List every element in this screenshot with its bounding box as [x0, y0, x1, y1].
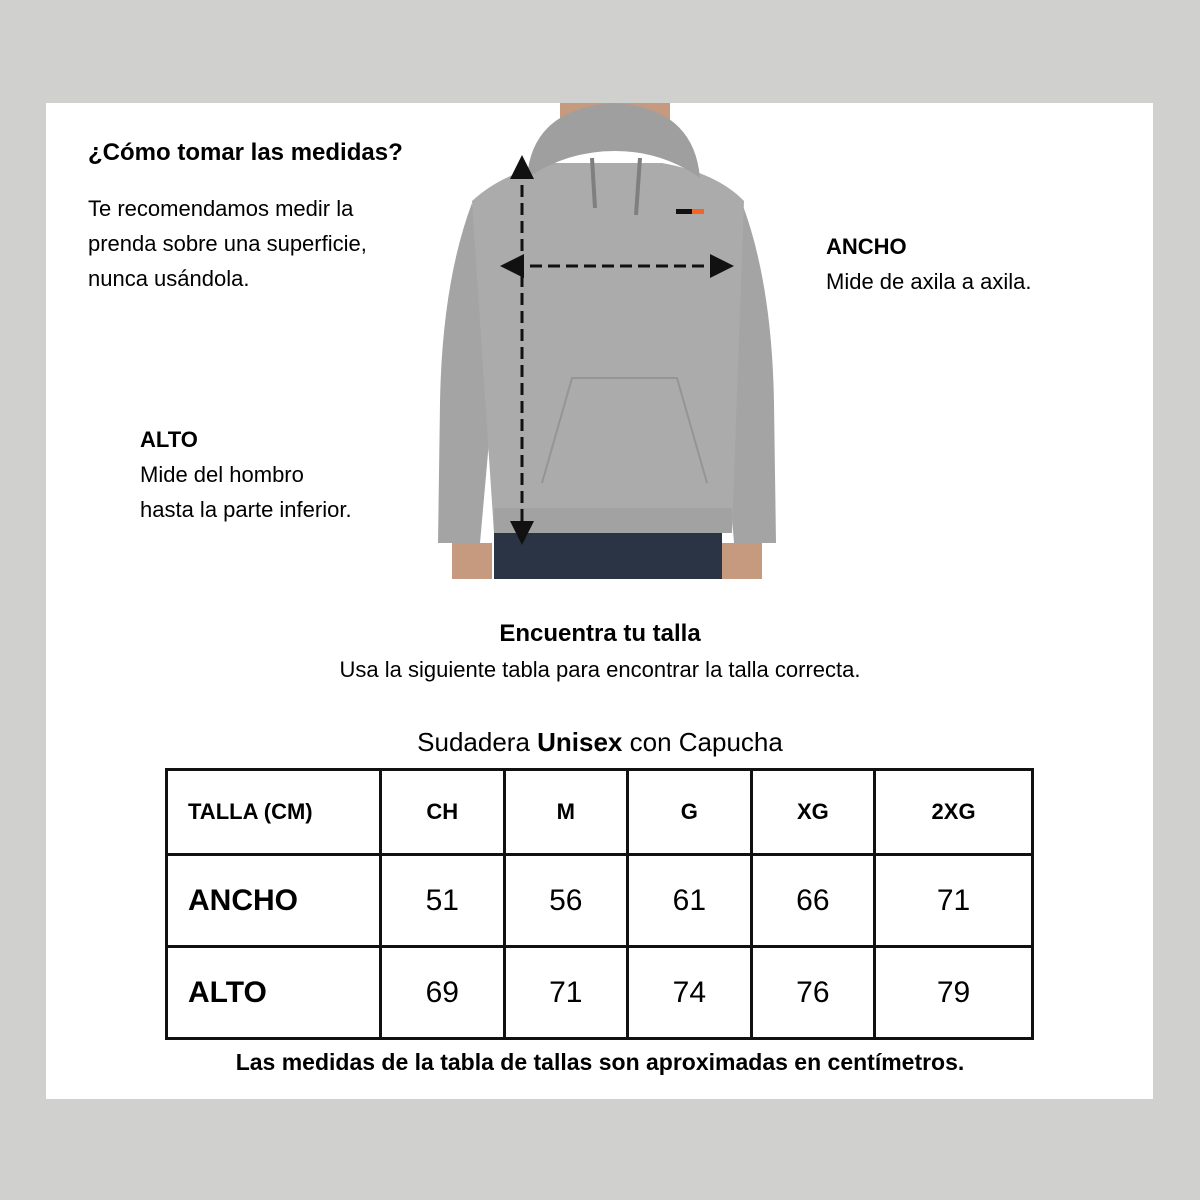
table-title-bold: Unisex — [537, 727, 623, 757]
intro-line: nunca usándola. — [88, 266, 250, 291]
table-cell: 74 — [628, 947, 752, 1039]
table-cell: 79 — [875, 947, 1033, 1039]
table-row — [167, 947, 1033, 1039]
table-cell: 69 — [381, 947, 505, 1039]
size-table — [165, 768, 1034, 1040]
hoodie-measurement-image — [432, 103, 782, 579]
table-cell: 66 — [751, 855, 875, 947]
intro-line: Te recomendamos medir la — [88, 196, 354, 221]
footnote: Las medidas de la tabla de tallas son aproximadas en centímetros. — [235, 1049, 965, 1075]
table-row — [167, 855, 1033, 947]
row-label: ANCHO — [167, 855, 381, 947]
size-header: G — [628, 770, 752, 855]
how-to-measure-title: ¿Cómo tomar las medidas? — [88, 139, 403, 166]
alto-instructions — [140, 423, 352, 527]
row-label: ALTO — [167, 947, 381, 1039]
table-cell: 76 — [751, 947, 875, 1039]
find-size-title: Encuentra tu talla — [499, 620, 701, 647]
table-cell: 71 — [504, 947, 628, 1039]
ancho-label: ANCHO — [826, 234, 907, 259]
table-header-row — [167, 770, 1033, 855]
table-cell: 51 — [381, 855, 505, 947]
ancho-description: Mide de axila a axila. — [826, 269, 1032, 294]
how-to-measure-intro — [88, 191, 428, 296]
size-header: 2XG — [875, 770, 1033, 855]
table-title-suffix: con Capucha — [622, 727, 783, 757]
size-header: XG — [751, 770, 875, 855]
alto-label: ALTO — [140, 427, 198, 452]
size-header: CH — [381, 770, 505, 855]
table-title — [0, 727, 1200, 758]
table-cell: 56 — [504, 855, 628, 947]
header-label: TALLA (CM) — [167, 770, 381, 855]
alto-description-line: hasta la parte inferior. — [140, 497, 352, 522]
table-cell: 61 — [628, 855, 752, 947]
intro-line: prenda sobre una superficie, — [88, 231, 367, 256]
size-header: M — [504, 770, 628, 855]
find-size-subtitle: Usa la siguiente tabla para encontrar la talla correcta. — [339, 657, 861, 682]
table-cell: 71 — [875, 855, 1033, 947]
ancho-instructions — [826, 230, 1031, 299]
alto-description-line: Mide del hombro — [140, 462, 304, 487]
table-title-prefix: Sudadera — [417, 727, 538, 757]
